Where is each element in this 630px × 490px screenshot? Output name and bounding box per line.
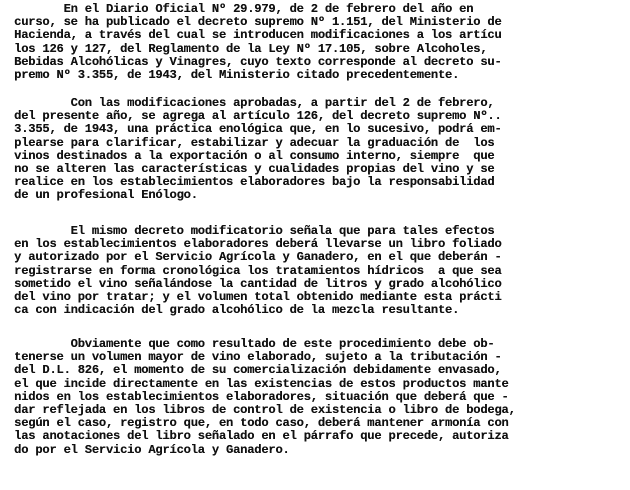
text-line: En el Diario Oficial Nº 29.979, de 2 de febrero del año en	[0, 2, 474, 16]
text-line: Bebidas Alcohólicas y Vinagres, cuyo texto corresponde al decreto su-	[0, 54, 502, 69]
text-line: del presente año, se agrega al artículo 126, del decreto supremo Nº..	[0, 109, 502, 124]
text-line: no se alteren las características y cualidades propias del vino y se	[0, 161, 495, 176]
text-line: realice en los establecimientos elaboradores bajo la responsabilidad	[0, 175, 495, 190]
text-line: en los establecimientos elaboradores deberá llevarse un libro foliado	[0, 237, 502, 252]
text-line: El mismo decreto modificatorio señala que para tales efectos	[0, 224, 495, 238]
text-line: nidos en los establecimientos elaboradores, situación que deberá que -	[0, 389, 509, 404]
paragraph-3	[0, 225, 630, 317]
text-line: las anotaciones del libro señalado en el párrafo que precede, autoriza	[0, 429, 509, 444]
text-line: de un profesional Enólogo.	[0, 188, 198, 203]
text-line: vinos destinados a la exportación o al consumo interno, siempre que	[0, 148, 495, 163]
text-line: Hacienda, a través del cual se introducen modificaciones a los artícu	[0, 28, 502, 43]
text-line: y autorizado por el Servicio Agrícola y Ganadero, en el que deberán -	[0, 250, 502, 265]
text-line: do por el Servicio Agrícola y Ganadero.	[0, 442, 290, 457]
text-line: el que incide directamente en las existencias de estos productos mante	[0, 376, 509, 391]
paragraph-1	[0, 3, 630, 82]
text-line: premo Nº 3.355, de 1943, del Ministerio citado precedentemente.	[0, 67, 460, 82]
text-line: curso, se ha publicado el decreto supremo Nº 1.151, del Ministerio de	[0, 15, 502, 30]
paragraph-4	[0, 338, 630, 457]
text-line: plearse para clarificar, estabilizar y adecuar la graduación de los	[0, 135, 495, 150]
text-line: ca con indicación del grado alcohólico de la mezcla resultante.	[0, 303, 460, 318]
text-line: Con las modificaciones aprobadas, a partir del 2 de febrero,	[0, 96, 495, 110]
text-line: dar reflejada en los libros de control de existencia o libro de bodega,	[0, 402, 516, 417]
text-line: del vino por tratar; y el volumen total obtenido mediante esta prácti	[0, 289, 502, 304]
text-line: según el caso, registro que, en todo caso, deberá mantener armonía con	[0, 416, 509, 431]
text-line: los 126 y 127, del Reglamento de la Ley Nº 17.105, sobre Alcoholes,	[0, 41, 488, 56]
text-line: sometido el vino señalándose la cantidad de litros y grado alcohólico	[0, 276, 502, 291]
text-line: tenerse un volumen mayor de vino elaborado, sujeto a la tributación -	[0, 350, 502, 365]
text-line: del D.L. 826, el momento de su comercialización debidamente envasado,	[0, 363, 502, 378]
text-line: Obviamente que como resultado de este procedimiento debe ob-	[0, 337, 495, 351]
paragraph-2	[0, 97, 630, 203]
text-line: registrarse en forma cronológica los tratamientos hídricos a que sea	[0, 263, 502, 278]
text-line: 3.355, de 1943, una práctica enológica que, en lo sucesivo, podrá em-	[0, 122, 502, 137]
